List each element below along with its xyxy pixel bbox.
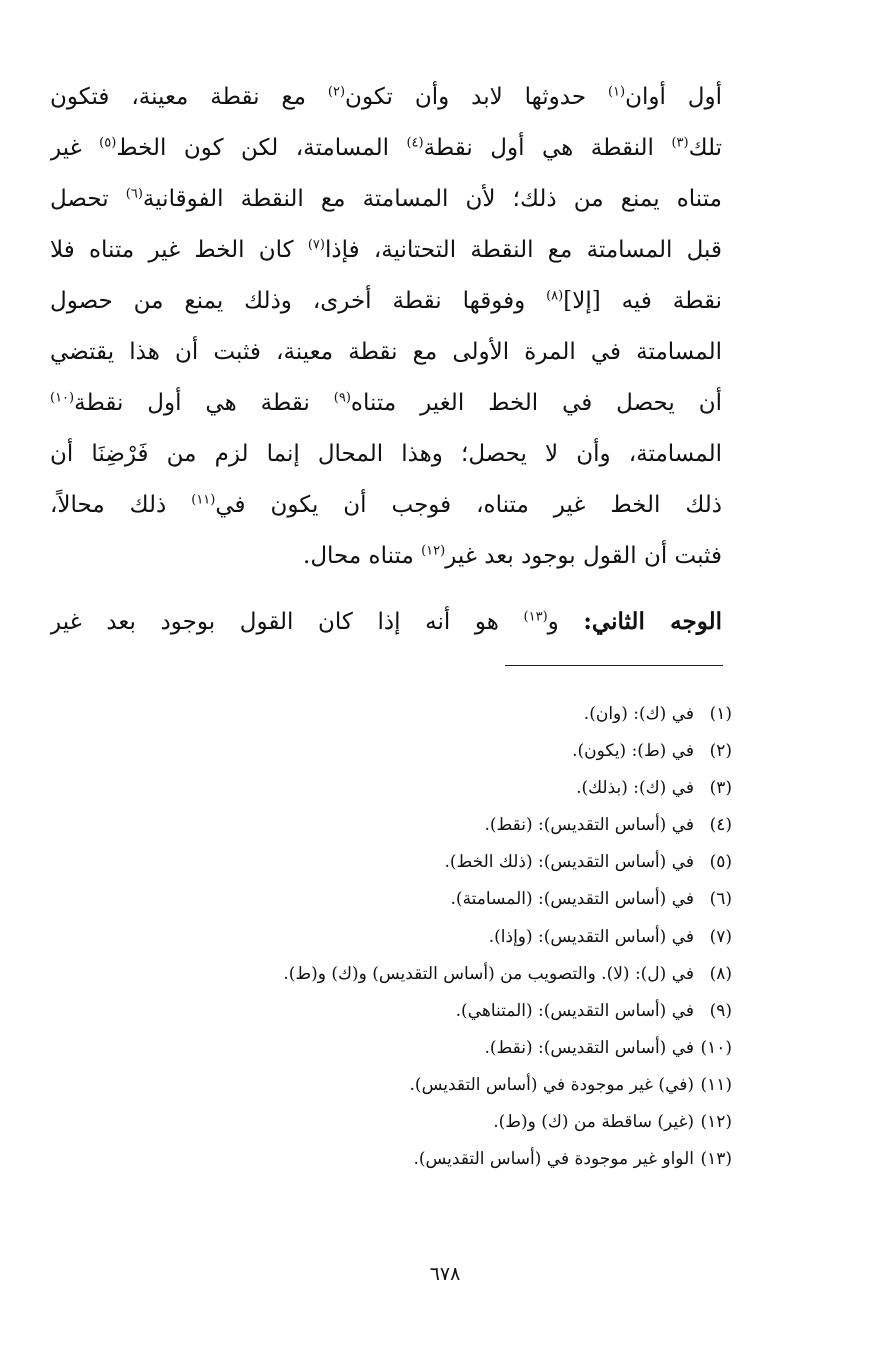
text-span: كان الخط غير متناه فلا: [50, 237, 308, 263]
footnote-marker[interactable]: (٨): [546, 288, 564, 304]
text-span: فثبت أن القول بوجود بعد غير: [445, 543, 722, 569]
footnote-marker[interactable]: (١٣): [523, 609, 548, 625]
footnote-marker[interactable]: (١١): [191, 492, 216, 508]
footnote-number: (٩): [709, 1000, 732, 1021]
text-span: ذلك الخط غير متناه، فوجب أن يكون في: [215, 492, 722, 518]
footnote-text: في (ك): (وان).: [583, 704, 694, 724]
text-span: متناه محال.: [303, 543, 422, 569]
footnote-item: [172, 881, 732, 918]
footnote-marker[interactable]: (٦): [125, 186, 143, 202]
text-line: [50, 378, 722, 429]
text-line: [50, 225, 722, 276]
footnote-marker[interactable]: (٣): [671, 135, 689, 151]
footnote-separator: [505, 665, 723, 666]
text-span: أول أوان: [625, 84, 722, 110]
text-line: [50, 174, 722, 225]
text-span: تحصل: [50, 186, 126, 212]
footnote-marker[interactable]: (١٠): [50, 390, 75, 406]
footnote-text: (في) غير موجودة في (أساس التقديس).: [409, 1074, 694, 1095]
footnote-marker[interactable]: (٤): [406, 135, 424, 151]
footnote-item: [172, 993, 732, 1030]
footnote-number: (١٣): [700, 1149, 732, 1170]
text-span: أن يحصل في الخط الغير متناه: [350, 390, 722, 416]
section-heading-line: [50, 596, 722, 647]
footnotes-list: [172, 696, 732, 1178]
text-span: هو أنه إذا كان القول بوجود بعد غير: [50, 609, 524, 635]
text-span: غير: [50, 135, 100, 161]
footnote-item: [172, 1030, 732, 1067]
footnote-text: في (ط): (يكون).: [572, 741, 694, 762]
footnote-number: (١١): [700, 1074, 732, 1095]
footnote-item: [172, 770, 732, 807]
footnote-text: في (ل): (لا). والتصويب من (أساس التقديس) و(ك) و(ط).: [283, 963, 694, 984]
footnote-number: (٨): [709, 963, 732, 984]
text-span: وفوقها نقطة أخرى، وذلك يمنع من حصول: [50, 288, 547, 314]
footnote-number: (٤): [709, 815, 732, 836]
footnote-item: [172, 696, 732, 733]
text-span: ذلك محالاً،: [50, 492, 192, 518]
footnote-marker[interactable]: (٥): [99, 135, 117, 151]
footnote-marker[interactable]: (٧): [307, 237, 325, 253]
text-span: نقطة فيه [إلا]: [563, 288, 722, 314]
footnote-number: (١٢): [700, 1112, 732, 1133]
footnote-item: [172, 1067, 732, 1104]
footnote-text: في (أساس التقديس): (نقط).: [484, 1037, 694, 1058]
text-span: مع نقطة معينة، فتكون: [50, 84, 328, 110]
footnote-text: في (أساس التقديس): (وإذا).: [488, 926, 694, 947]
text-line: [50, 480, 722, 531]
footnote-number: (٦): [709, 889, 732, 910]
text-span: حدوثها لابد وأن تكون: [345, 84, 608, 110]
text-span: و: [547, 609, 584, 635]
text-span: نقطة هي أول نقطة: [74, 390, 334, 416]
footnote-marker[interactable]: (٩): [333, 390, 351, 406]
text-span: تلك: [688, 135, 722, 161]
footnote-item: [172, 733, 732, 770]
footnote-text: في (أساس التقديس): (نقط).: [484, 815, 694, 836]
footnote-number: (٣): [709, 778, 732, 799]
footnote-item: [172, 844, 732, 881]
text-span: قبل المسامتة مع النقطة التحتانية، فإذا: [324, 237, 722, 263]
footnote-text: في (أساس التقديس): (المتناهي).: [455, 1000, 694, 1021]
footnote-item: [172, 807, 732, 844]
footnote-marker[interactable]: (١٢): [421, 543, 446, 559]
footnote-text: في (أساس التقديس): (المسامتة).: [450, 889, 694, 910]
footnote-marker[interactable]: (١): [607, 84, 626, 100]
footnote-number: (٥): [709, 852, 732, 873]
text-line: [50, 327, 722, 378]
page-number: ٦٧٨: [429, 1263, 461, 1285]
footnote-item: [172, 956, 732, 993]
text-span: المسامتة، وأن لا يحصل؛ وهذا المحال إنما لزم من فَرْضِنَا أن: [50, 441, 722, 467]
footnote-text: الواو غير موجودة في (أساس التقديس).: [413, 1149, 694, 1170]
footnote-text: (غير) ساقطة من (ك) و(ط).: [493, 1112, 694, 1133]
footnote-item: [172, 919, 732, 956]
footnote-text: في (ك): (بذلك).: [576, 778, 694, 799]
footnote-text: في (أساس التقديس): (ذلك الخط).: [444, 852, 694, 873]
text-span: المسامتة في المرة الأولى مع نقطة معينة، فثبت أن هذا يقتضي: [50, 339, 722, 365]
section-heading: الوجه الثاني:: [583, 608, 722, 635]
footnote-number: (١): [709, 704, 732, 724]
text-span: النقطة هي أول نقطة: [423, 135, 672, 161]
footnote-number: (١٠): [700, 1037, 732, 1058]
footnote-number: (٢): [709, 741, 732, 762]
text-line: [50, 531, 722, 582]
footnote-item: [172, 1141, 732, 1178]
text-span: المسامتة، لكن كون الخط: [116, 135, 407, 161]
text-line: [50, 72, 722, 123]
footnote-number: (٧): [709, 926, 732, 947]
main-text-block: [50, 72, 722, 647]
text-line: [50, 123, 722, 174]
text-line: [50, 276, 722, 327]
text-line: [50, 429, 722, 480]
footnote-marker[interactable]: (٢): [327, 84, 346, 100]
footnote-item: [172, 1104, 732, 1141]
text-span: متناه يمنع من ذلك؛ لأن المسامتة مع النقطة الفوقانية: [142, 186, 722, 212]
